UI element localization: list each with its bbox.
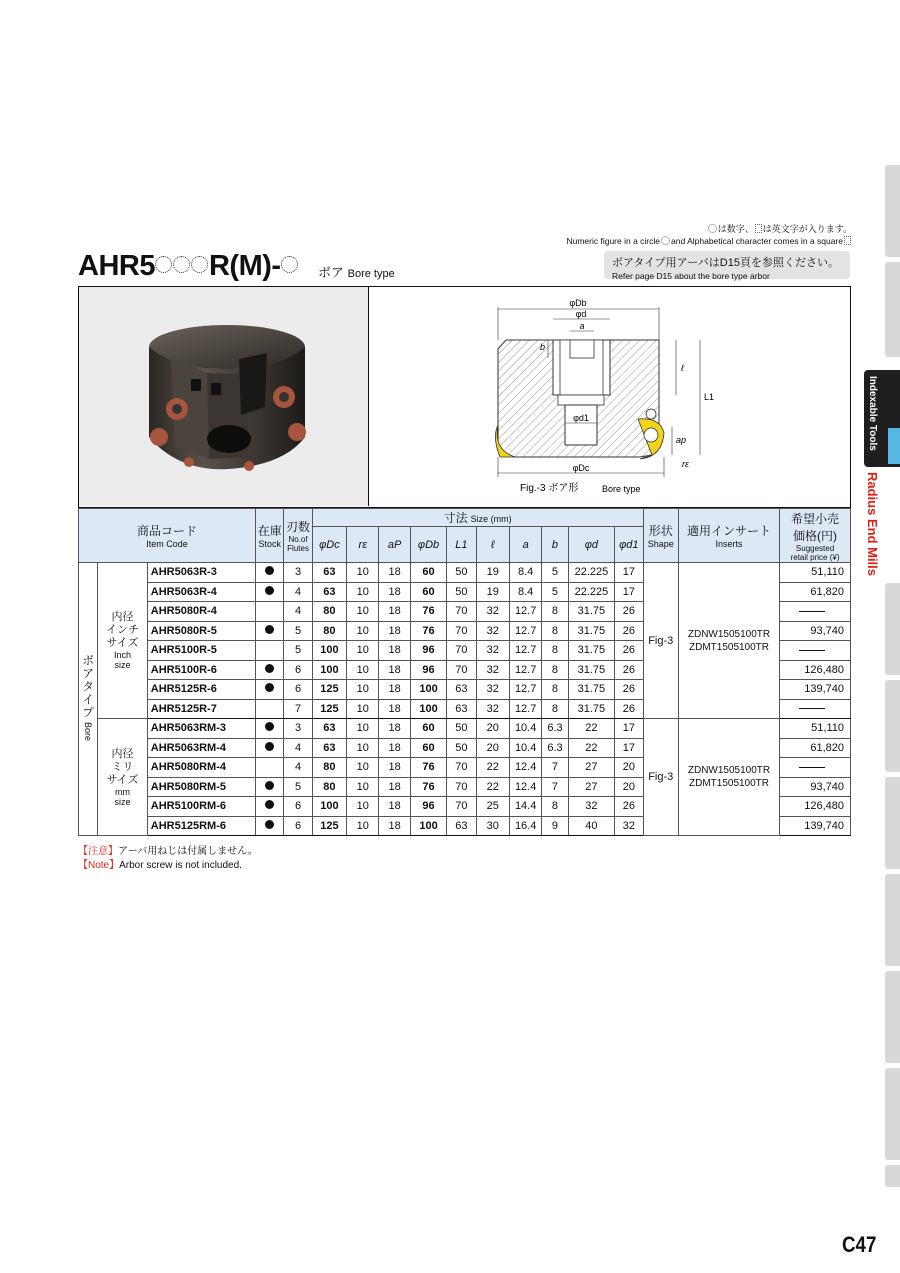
- item-code: AHR5063RM-4: [147, 738, 255, 758]
- dim-cell-ap: 18: [379, 699, 410, 719]
- flutes-cell: 6: [284, 797, 312, 817]
- dim-cell-d: 31.75: [568, 660, 615, 680]
- dim-cell-ap: 18: [379, 660, 410, 680]
- item-code: AHR5100RM-6: [147, 797, 255, 817]
- item-code: AHR5080R-5: [147, 621, 255, 641]
- svg-text:φDc: φDc: [572, 463, 590, 473]
- dim-cell-l: 25: [476, 797, 509, 817]
- dim-cell-l: 30: [476, 816, 509, 836]
- dim-cell-l1: 70: [447, 621, 476, 641]
- dim-cell-l: 22: [476, 777, 509, 797]
- dim-cell-d1: 26: [615, 641, 643, 661]
- figure-caption: Fig.-3 ボア形: [520, 483, 579, 494]
- dim-cell-re: 10: [347, 680, 379, 700]
- shape-cell: Fig-3: [643, 719, 678, 836]
- dim-cell-ap: 18: [379, 777, 410, 797]
- dim-cell-b: 8: [542, 621, 568, 641]
- dim-cell-dc: 80: [312, 777, 346, 797]
- dim-cell-dc: 80: [312, 758, 346, 778]
- dim-cell-b: 8: [542, 660, 568, 680]
- col-dim: ℓ: [476, 527, 509, 563]
- dim-cell-db: 96: [410, 797, 446, 817]
- dim-cell-d1: 20: [615, 758, 643, 778]
- dim-cell-b: 8: [542, 602, 568, 622]
- group-mm: 内径 ミリ サイズ mm size: [98, 719, 148, 836]
- dim-cell-l: 20: [476, 719, 509, 739]
- dim-cell-l: 32: [476, 621, 509, 641]
- col-dim: φd1: [615, 527, 643, 563]
- dim-cell-l1: 50: [447, 738, 476, 758]
- flutes-cell: 4: [284, 758, 312, 778]
- dim-cell-a: 8.4: [509, 563, 541, 583]
- price-cell: 93,740: [780, 621, 851, 641]
- dim-cell-l1: 50: [447, 563, 476, 583]
- dim-cell-dc: 100: [312, 797, 346, 817]
- dim-cell-re: 10: [347, 719, 379, 739]
- dim-cell-l1: 70: [447, 602, 476, 622]
- dim-cell-d: 31.75: [568, 680, 615, 700]
- flutes-cell: 4: [284, 738, 312, 758]
- item-code: AHR5063R-4: [147, 582, 255, 602]
- dim-cell-d1: 17: [615, 563, 643, 583]
- dim-cell-d: 31.75: [568, 641, 615, 661]
- dim-cell-re: 10: [347, 621, 379, 641]
- dim-cell-a: 12.4: [509, 777, 541, 797]
- legend-note-en: Numeric figure in a circle and Alphabetical character comes in a square: [566, 236, 852, 246]
- dim-cell-ap: 18: [379, 680, 410, 700]
- dim-cell-d: 31.75: [568, 621, 615, 641]
- stock-cell: [256, 582, 284, 602]
- col-size: 寸法 Size (mm): [312, 509, 643, 527]
- side-tab-active-label: Indexable Tools: [867, 376, 878, 451]
- stock-cell: [256, 797, 284, 817]
- dim-cell-db: 60: [410, 582, 446, 602]
- stock-cell: [256, 602, 284, 622]
- dim-cell-l1: 63: [447, 816, 476, 836]
- dim-cell-db: 100: [410, 680, 446, 700]
- flutes-cell: 4: [284, 582, 312, 602]
- dim-cell-a: 8.4: [509, 582, 541, 602]
- dim-cell-dc: 125: [312, 816, 346, 836]
- dim-cell-d1: 26: [615, 797, 643, 817]
- dim-cell-d: 32: [568, 797, 615, 817]
- flutes-cell: 5: [284, 641, 312, 661]
- side-tab[interactable]: [885, 680, 900, 772]
- stock-cell: [256, 719, 284, 739]
- dim-cell-db: 76: [410, 758, 446, 778]
- dim-cell-b: 8: [542, 699, 568, 719]
- in-stock-icon: [265, 664, 274, 673]
- item-code: AHR5080R-4: [147, 602, 255, 622]
- dim-cell-l1: 70: [447, 660, 476, 680]
- dim-cell-ap: 18: [379, 816, 410, 836]
- in-stock-icon: [265, 625, 274, 634]
- dim-cell-d: 22: [568, 719, 615, 739]
- shape-cell: Fig-3: [643, 563, 678, 719]
- dim-cell-d1: 32: [615, 816, 643, 836]
- item-code: AHR5125R-6: [147, 680, 255, 700]
- dim-cell-b: 9: [542, 816, 568, 836]
- label-Db: φDb: [569, 298, 587, 308]
- side-tab[interactable]: [885, 1165, 900, 1187]
- product-table: [78, 508, 851, 836]
- dim-cell-dc: 100: [312, 660, 346, 680]
- page-number: C47: [841, 1232, 876, 1257]
- flutes-cell: 6: [284, 680, 312, 700]
- dim-cell-l: 32: [476, 641, 509, 661]
- dim-cell-l1: 70: [447, 777, 476, 797]
- dim-cell-d: 22.225: [568, 563, 615, 583]
- side-tab[interactable]: [885, 1068, 900, 1160]
- side-tab[interactable]: [885, 874, 900, 966]
- stock-cell: [256, 758, 284, 778]
- col-dim: φDc: [312, 527, 346, 563]
- dimension-diagram: [370, 287, 849, 506]
- footnote-caution: 【注意】アーバ用ねじは付属しません。: [78, 846, 258, 857]
- price-cell: [780, 602, 851, 622]
- flutes-cell: 5: [284, 621, 312, 641]
- item-code: AHR5125RM-6: [147, 816, 255, 836]
- dim-cell-b: 5: [542, 582, 568, 602]
- table-row: [79, 719, 851, 739]
- dim-cell-d: 40: [568, 816, 615, 836]
- dim-cell-db: 96: [410, 660, 446, 680]
- dim-cell-ap: 18: [379, 563, 410, 583]
- dim-cell-l: 32: [476, 680, 509, 700]
- dim-cell-l: 32: [476, 660, 509, 680]
- dim-cell-db: 100: [410, 699, 446, 719]
- dim-cell-dc: 63: [312, 582, 346, 602]
- dim-cell-re: 10: [347, 797, 379, 817]
- stock-cell: [256, 777, 284, 797]
- dim-cell-ap: 18: [379, 719, 410, 739]
- svg-text:a: a: [579, 321, 585, 331]
- dim-cell-dc: 100: [312, 641, 346, 661]
- dim-cell-l: 19: [476, 563, 509, 583]
- flutes-cell: 3: [284, 563, 312, 583]
- svg-text:φd: φd: [575, 309, 587, 319]
- dim-cell-dc: 63: [312, 738, 346, 758]
- dim-cell-db: 76: [410, 777, 446, 797]
- col-flutes: 刃数 No.of Flutes: [284, 509, 312, 563]
- dim-cell-d1: 17: [615, 719, 643, 739]
- item-code: AHR5100R-6: [147, 660, 255, 680]
- svg-text:b: b: [540, 342, 546, 352]
- dim-cell-db: 60: [410, 738, 446, 758]
- dim-cell-d: 31.75: [568, 602, 615, 622]
- svg-text:rε: rε: [682, 459, 689, 469]
- svg-text:ℓ: ℓ: [681, 363, 684, 373]
- price-cell: 126,480: [780, 797, 851, 817]
- price-cell: 126,480: [780, 660, 851, 680]
- dim-cell-d: 31.75: [568, 699, 615, 719]
- dim-cell-db: 96: [410, 641, 446, 661]
- col-dim: aP: [379, 527, 410, 563]
- inserts-cell: ZDNW1505100TR ZDMT1505100TR: [678, 719, 779, 836]
- dim-cell-a: 12.7: [509, 602, 541, 622]
- col-dim: b: [542, 527, 568, 563]
- col-dim: L1: [447, 527, 476, 563]
- dim-cell-d1: 26: [615, 680, 643, 700]
- dim-cell-a: 12.4: [509, 758, 541, 778]
- dim-cell-l: 19: [476, 582, 509, 602]
- dim-cell-a: 12.7: [509, 699, 541, 719]
- table-row: [79, 563, 851, 583]
- side-tab[interactable]: [885, 777, 900, 869]
- dim-cell-d: 22: [568, 738, 615, 758]
- dim-cell-l1: 70: [447, 758, 476, 778]
- dim-cell-b: 6.3: [542, 738, 568, 758]
- price-cell: [780, 641, 851, 661]
- item-code: AHR5080RM-4: [147, 758, 255, 778]
- dim-cell-re: 10: [347, 758, 379, 778]
- legend-note-jp: は数字、 は英文字が入ります。: [707, 222, 852, 235]
- dim-cell-b: 8: [542, 797, 568, 817]
- dim-cell-b: 8: [542, 641, 568, 661]
- dim-cell-l1: 63: [447, 680, 476, 700]
- dim-cell-ap: 18: [379, 621, 410, 641]
- col-shape: 形状 Shape: [643, 509, 678, 563]
- price-cell: 93,740: [780, 777, 851, 797]
- dim-cell-a: 12.7: [509, 680, 541, 700]
- col-dim: rε: [347, 527, 379, 563]
- dim-cell-ap: 18: [379, 602, 410, 622]
- col-price: 希望小売 価格(円) Suggested retail price (¥): [780, 509, 851, 563]
- dim-cell-db: 100: [410, 816, 446, 836]
- dim-cell-re: 10: [347, 602, 379, 622]
- dim-cell-l: 32: [476, 699, 509, 719]
- price-cell: 139,740: [780, 680, 851, 700]
- dim-cell-d: 27: [568, 758, 615, 778]
- dim-cell-ap: 18: [379, 582, 410, 602]
- footnote-note: 【Note】Arbor screw is not included.: [78, 860, 242, 871]
- dim-cell-a: 10.4: [509, 738, 541, 758]
- inserts-cell: ZDNW1505100TR ZDMT1505100TR: [678, 563, 779, 719]
- in-stock-icon: [265, 820, 274, 829]
- flutes-cell: 4: [284, 602, 312, 622]
- price-cell: 61,820: [780, 582, 851, 602]
- item-code: AHR5080RM-5: [147, 777, 255, 797]
- product-photo: [79, 287, 369, 506]
- dim-cell-b: 6.3: [542, 719, 568, 739]
- side-tab[interactable]: [885, 971, 900, 1063]
- arbor-reference-note: ボアタイプ用アーバはD15頁を参照ください。 Refer page D15 about the bore type arbor: [604, 251, 850, 279]
- in-stock-icon: [265, 742, 274, 751]
- stock-cell: [256, 680, 284, 700]
- dim-cell-re: 10: [347, 641, 379, 661]
- in-stock-icon: [265, 800, 274, 809]
- price-cell: 51,110: [780, 719, 851, 739]
- dim-cell-l1: 70: [447, 797, 476, 817]
- flutes-cell: 6: [284, 660, 312, 680]
- dim-cell-l: 22: [476, 758, 509, 778]
- col-item-code: 商品コード Item Code: [79, 509, 256, 563]
- figure-caption-en: Bore type: [602, 484, 641, 494]
- dim-cell-re: 10: [347, 777, 379, 797]
- dim-cell-l: 20: [476, 738, 509, 758]
- price-cell: 51,110: [780, 563, 851, 583]
- dim-cell-db: 60: [410, 719, 446, 739]
- svg-text:φd1: φd1: [573, 413, 589, 423]
- dim-cell-dc: 125: [312, 680, 346, 700]
- dim-cell-dc: 80: [312, 602, 346, 622]
- dim-cell-dc: 63: [312, 719, 346, 739]
- dim-cell-ap: 18: [379, 641, 410, 661]
- in-stock-icon: [265, 722, 274, 731]
- price-cell: 139,740: [780, 816, 851, 836]
- flutes-cell: 5: [284, 777, 312, 797]
- dim-cell-l1: 63: [447, 699, 476, 719]
- price-cell: [780, 758, 851, 778]
- col-inserts: 適用インサート Inserts: [678, 509, 779, 563]
- dim-cell-ap: 18: [379, 738, 410, 758]
- stock-cell: [256, 621, 284, 641]
- group-bore-type: ボアタイプ Bore: [79, 563, 98, 836]
- dim-cell-a: 16.4: [509, 816, 541, 836]
- stock-cell: [256, 816, 284, 836]
- page-subtitle: ボア Bore type: [318, 265, 395, 280]
- dim-cell-re: 10: [347, 816, 379, 836]
- in-stock-icon: [265, 683, 274, 692]
- page-title: AHR5 R(M)-: [78, 250, 299, 283]
- stock-cell: [256, 641, 284, 661]
- side-tab[interactable]: [885, 262, 900, 357]
- stock-cell: [256, 699, 284, 719]
- dim-cell-a: 14.4: [509, 797, 541, 817]
- group-inch: 内径 インチ サイズ Inch size: [98, 563, 148, 719]
- in-stock-icon: [265, 566, 274, 575]
- dim-cell-a: 12.7: [509, 660, 541, 680]
- dim-cell-b: 5: [542, 563, 568, 583]
- dim-cell-d1: 26: [615, 660, 643, 680]
- col-dim: a: [509, 527, 541, 563]
- dim-cell-d1: 26: [615, 699, 643, 719]
- side-tab[interactable]: [885, 165, 900, 257]
- figure-box: [78, 286, 851, 508]
- item-code: AHR5063R-3: [147, 563, 255, 583]
- col-dim: φd: [568, 527, 615, 563]
- dim-cell-d: 22.225: [568, 582, 615, 602]
- dim-cell-b: 8: [542, 680, 568, 700]
- no-price-dash: [799, 650, 825, 651]
- price-cell: [780, 699, 851, 719]
- svg-text:L1: L1: [704, 392, 715, 402]
- item-code: AHR5125R-7: [147, 699, 255, 719]
- price-cell: 61,820: [780, 738, 851, 758]
- dim-cell-dc: 80: [312, 621, 346, 641]
- in-stock-icon: [265, 781, 274, 790]
- item-code: AHR5100R-5: [147, 641, 255, 661]
- dim-cell-d: 27: [568, 777, 615, 797]
- dim-cell-b: 7: [542, 758, 568, 778]
- side-tab[interactable]: [885, 583, 900, 675]
- flutes-cell: 6: [284, 816, 312, 836]
- dim-cell-re: 10: [347, 660, 379, 680]
- dim-cell-db: 76: [410, 621, 446, 641]
- dim-cell-d1: 20: [615, 777, 643, 797]
- dim-cell-ap: 18: [379, 758, 410, 778]
- dim-cell-l1: 50: [447, 719, 476, 739]
- dim-cell-l1: 50: [447, 582, 476, 602]
- stock-cell: [256, 738, 284, 758]
- dim-cell-a: 12.7: [509, 641, 541, 661]
- item-code: AHR5063RM-3: [147, 719, 255, 739]
- dim-cell-db: 60: [410, 563, 446, 583]
- no-price-dash: [799, 708, 825, 709]
- dim-cell-d1: 26: [615, 621, 643, 641]
- flutes-cell: 3: [284, 719, 312, 739]
- dim-cell-re: 10: [347, 582, 379, 602]
- dim-cell-re: 10: [347, 699, 379, 719]
- no-price-dash: [799, 611, 825, 612]
- section-label: Radius End Mills: [865, 472, 880, 577]
- dim-cell-dc: 63: [312, 563, 346, 583]
- flutes-cell: 7: [284, 699, 312, 719]
- dim-cell-a: 10.4: [509, 719, 541, 739]
- col-stock: 在庫 Stock: [256, 509, 284, 563]
- dim-cell-d1: 17: [615, 582, 643, 602]
- dim-cell-d1: 26: [615, 602, 643, 622]
- dim-cell-ap: 18: [379, 797, 410, 817]
- dim-cell-db: 76: [410, 602, 446, 622]
- dim-cell-l1: 70: [447, 641, 476, 661]
- dim-cell-l: 32: [476, 602, 509, 622]
- stock-cell: [256, 563, 284, 583]
- dim-cell-a: 12.7: [509, 621, 541, 641]
- dim-cell-dc: 125: [312, 699, 346, 719]
- dim-cell-b: 7: [542, 777, 568, 797]
- in-stock-icon: [265, 586, 274, 595]
- dim-cell-re: 10: [347, 738, 379, 758]
- dim-cell-d1: 17: [615, 738, 643, 758]
- dim-cell-re: 10: [347, 563, 379, 583]
- svg-text:ap: ap: [676, 435, 687, 445]
- col-dim: φDb: [410, 527, 446, 563]
- stock-cell: [256, 660, 284, 680]
- no-price-dash: [799, 767, 825, 768]
